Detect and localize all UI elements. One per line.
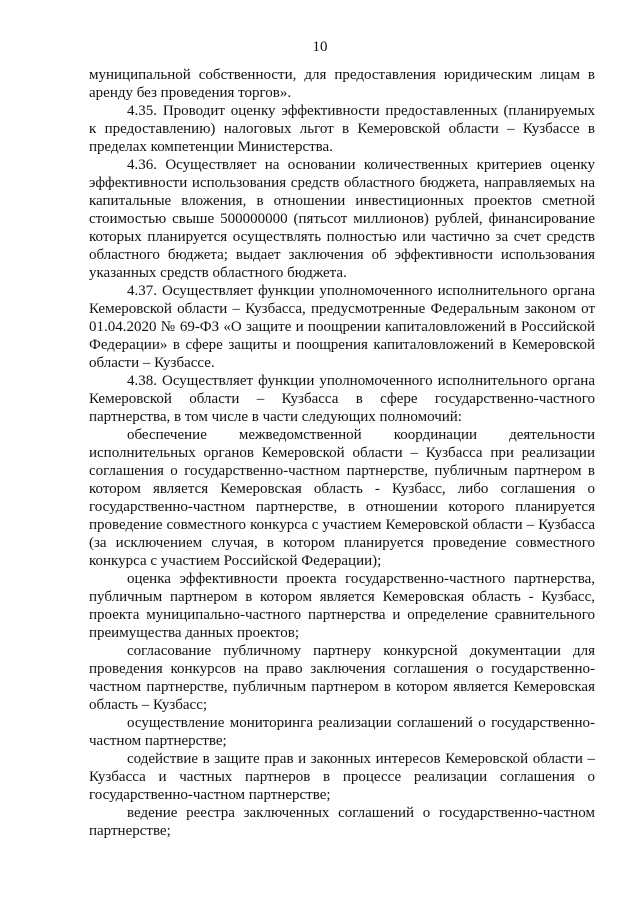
paragraph-4-35: 4.35. Проводит оценку эффективности предоставленных (планируемых к предоставлению) налоговых льгот в Кемеровской области – Кузбассе в пределах компетенции Министерства. bbox=[89, 103, 595, 155]
paragraph-4-38: 4.38. Осуществляет функции уполномоченного исполнительного органа Кемеровской области – Кузбасса в сфере государственно-частного партнерства, в том числе в части следующих полномочий: bbox=[89, 373, 595, 425]
list-item-monitoring: осуществление мониторинга реализации соглашений о государственно-частном партнерстве; bbox=[89, 715, 595, 749]
paragraph-4-37: 4.37. Осуществляет функции уполномоченного исполнительного органа Кемеровской области – Кузбасса, предусмотренные Федеральным законом от 01.04.2020 № 69-ФЗ «О защите и поощрении капиталовложений в Российской Федерации» в сфере защиты и поощрения капиталовложений в Кемеровской области – Кузбассе. bbox=[89, 283, 595, 371]
document-body bbox=[89, 66, 595, 840]
page-number: 10 bbox=[312, 39, 328, 55]
list-item-approval: согласование публичному партнеру конкурсной документации для проведения конкурсов на право заключения соглашения о государственно-частном партнерстве, публичным партнером в котором является Кемеровская область – Кузбасс; bbox=[89, 643, 595, 713]
paragraph-4-36: 4.36. Осуществляет на основании количественных критериев оценку эффективности использования средств областного бюджета, направляемых на капитальные вложения, в отношении инвестиционных проектов сметной стоимостью свыше 500000000 (пятьсот миллионов) рублей, финансирование которых планируется осуществлять полностью или частично за счет средств областного бюджета; выдает заключения об эффективности использования указанных средств областного бюджета. bbox=[89, 157, 595, 281]
list-item-evaluation: оценка эффективности проекта государственно-частного партнерства, публичным партнером в котором является Кемеровская область - Кузбасс, проекта муниципально-частного партнерства и определение сравнительного преимущества данных проектов; bbox=[89, 571, 595, 641]
list-item-coordination: обеспечение межведомственной координации деятельности исполнительных органов Кемеровской области – Кузбасса при реализации соглашения о государственно-частном партнерстве, публичным партнером в котором является Кемеровская область - Кузбасс, либо соглашения о государственно-частном партнерстве, в отношении которого планируется проведение совместного конкурса с участием Кемеровской области – Кузбасса (за исключением случая, в котором планируется проведение совместного конкурса с участием Российской Федерации); bbox=[89, 427, 595, 569]
paragraph-continuation: муниципальной собственности, для предоставления юридическим лицам в аренду без проведения торгов». bbox=[89, 67, 595, 101]
list-item-protection: содействие в защите прав и законных интересов Кемеровской области – Кузбасса и частных партнеров в процессе реализации соглашения о государственно-частном партнерстве; bbox=[89, 751, 595, 803]
list-item-registry: ведение реестра заключенных соглашений о государственно-частном партнерстве; bbox=[89, 805, 595, 839]
